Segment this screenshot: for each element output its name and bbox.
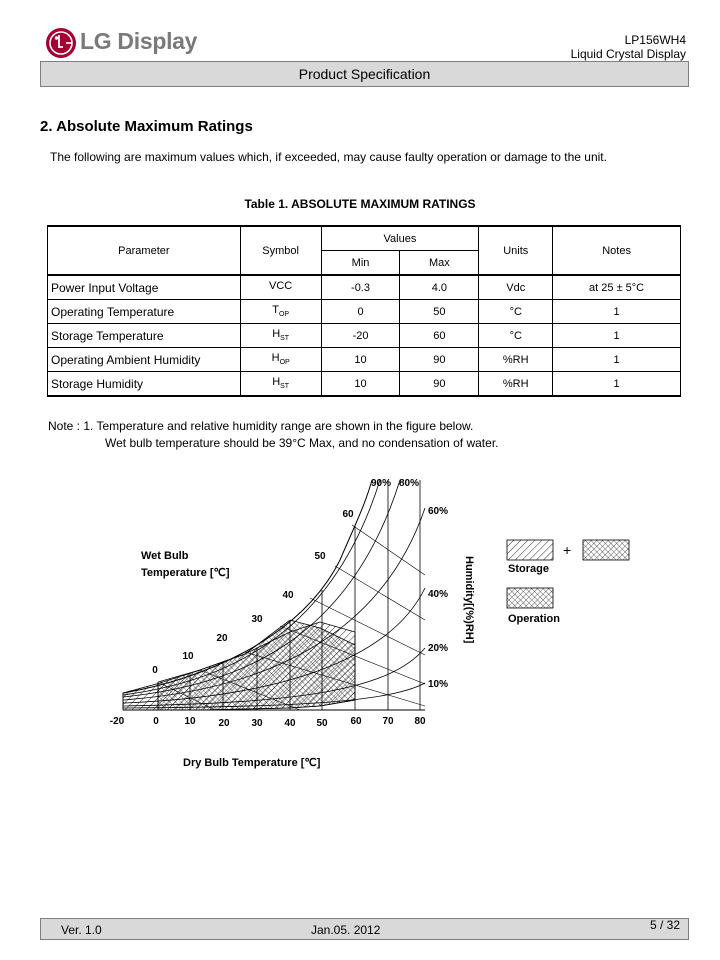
wet-bulb-tick: 20 [216, 633, 228, 644]
cell-notes: 1 [553, 348, 681, 372]
note-line-2: Wet bulb temperature should be 39°C Max, and no condensation of water. [105, 436, 499, 450]
lg-logo-icon [44, 26, 78, 60]
x-tick: 40 [284, 718, 296, 729]
table-title: Table 1. ABSOLUTE MAXIMUM RATINGS [244, 197, 476, 211]
x-tick: 0 [153, 716, 159, 727]
wet-bulb-tick: 40 [282, 590, 294, 601]
cell-notes: 1 [553, 300, 681, 324]
cell-parameter: Storage Humidity [48, 372, 241, 397]
cell-max: 50 [400, 300, 479, 324]
rh-label-80: 80% [399, 478, 420, 489]
legend-operation-swatch [507, 588, 553, 608]
page-footer [40, 918, 689, 940]
wet-bulb-tick: 60 [342, 509, 354, 520]
wet-bulb-tick: 0 [152, 665, 158, 676]
table-row [48, 348, 681, 372]
legend-storage-cross-swatch [583, 540, 629, 560]
footer-date: Jan.05. 2012 [311, 923, 381, 937]
psychrometric-chart [0, 470, 720, 780]
cell-parameter: Operating Ambient Humidity [48, 348, 241, 372]
table-row [48, 324, 681, 348]
cell-units: %RH [479, 348, 553, 372]
rh-label-90: 90% [371, 478, 392, 489]
x-tick: 60 [350, 716, 362, 727]
x-tick: 70 [382, 716, 394, 727]
cell-notes: 1 [553, 324, 681, 348]
note-line-1: Note : 1. Temperature and relative humidity range are shown in the figure below. [48, 419, 474, 433]
cell-parameter: Power Input Voltage [48, 275, 241, 300]
page-number: 5 / 32 [649, 918, 680, 932]
dry-bulb-title: Dry Bulb Temperature [℃] [183, 757, 321, 769]
note-block [48, 418, 499, 452]
intro-text: The following are maximum values which, if exceeded, may cause faulty operation or damage to the unit. [50, 150, 607, 164]
table-row [48, 275, 681, 300]
cell-units: °C [479, 300, 553, 324]
humidity-axis-title: Humidity[(%)RH] [463, 556, 475, 644]
cell-units: %RH [479, 372, 553, 397]
legend-storage-swatch [507, 540, 553, 560]
cell-min: 0 [321, 300, 400, 324]
cell-notes: 1 [553, 372, 681, 397]
cell-min: 10 [321, 348, 400, 372]
lg-display-logo [44, 26, 198, 60]
x-tick: -20 [109, 716, 125, 727]
cell-max: 90 [400, 372, 479, 397]
model-number: LP156WH4 [624, 33, 686, 47]
header-notes: Notes [553, 226, 681, 275]
header-min: Min [321, 251, 400, 276]
x-tick: 30 [251, 718, 263, 729]
wet-bulb-tick: 10 [182, 651, 194, 662]
cell-notes: at 25 ± 5°C [553, 275, 681, 300]
header-units: Units [479, 226, 553, 275]
rh-label-10: 10% [428, 679, 449, 690]
rh-label-20: 20% [428, 643, 449, 654]
cell-min: -0.3 [321, 275, 400, 300]
cell-min: -20 [321, 324, 400, 348]
legend-plus: + [563, 542, 572, 558]
wet-bulb-line [352, 525, 425, 575]
absolute-max-ratings-table [47, 225, 681, 397]
wet-bulb-title-1: Wet Bulb [141, 550, 189, 562]
header-values: Values [321, 226, 479, 251]
cell-symbol: $H_{ST}$ [240, 372, 321, 397]
chart-legend [507, 540, 629, 625]
wet-bulb-title-2: Temperature [℃] [141, 567, 230, 579]
header-parameter: Parameter [48, 226, 241, 275]
wet-bulb-tick: 50 [314, 551, 326, 562]
legend-operation-label: Operation [508, 613, 560, 625]
legend-storage-label: Storage [508, 563, 549, 575]
product-type: Liquid Crystal Display [570, 47, 686, 61]
cell-units: °C [479, 324, 553, 348]
rh-label-40: 40% [428, 589, 449, 600]
cell-min: 10 [321, 372, 400, 397]
logo-text: LG Display [80, 28, 198, 54]
x-tick: 80 [414, 716, 426, 727]
cell-parameter: Storage Temperature [48, 324, 241, 348]
cell-max: 90 [400, 348, 479, 372]
footer-version: Ver. 1.0 [61, 923, 102, 937]
cell-symbol: $T_{OP}$ [240, 300, 321, 324]
cell-symbol: VCC [240, 275, 321, 300]
cell-units: Vdc [479, 275, 553, 300]
wet-bulb-tick: 30 [251, 614, 263, 625]
cell-max: 4.0 [400, 275, 479, 300]
cell-max: 60 [400, 324, 479, 348]
cell-symbol: $H_{OP}$ [240, 348, 321, 372]
rh-label-60: 60% [428, 506, 449, 517]
x-tick: 20 [218, 718, 230, 729]
header-max: Max [400, 251, 479, 276]
cell-symbol: $H_{ST}$ [240, 324, 321, 348]
header-symbol: Symbol [240, 226, 321, 275]
table-row [48, 300, 681, 324]
table-row [48, 372, 681, 397]
product-spec-banner: Product Specification [40, 61, 689, 87]
cell-parameter: Operating Temperature [48, 300, 241, 324]
x-tick: 10 [184, 716, 196, 727]
wet-bulb-line [335, 566, 425, 620]
section-title: 2. Absolute Maximum Ratings [40, 118, 253, 135]
x-tick: 50 [316, 718, 328, 729]
